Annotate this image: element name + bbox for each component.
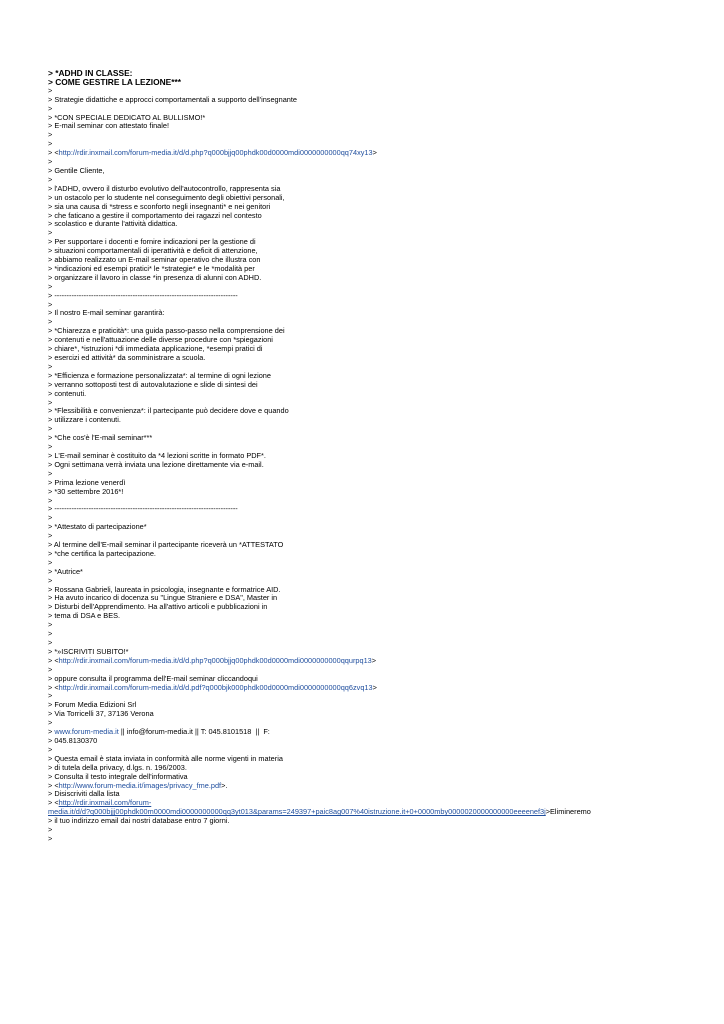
email-title-line2: > COME GESTIRE LA LEZIONE*** [48, 76, 182, 87]
quote-blank: > [48, 513, 53, 523]
link-prefix: > < [48, 798, 59, 808]
link-prefix: > < [48, 655, 59, 665]
quote-blank: > [48, 664, 53, 674]
contact-prefix: > [48, 727, 55, 737]
quote-blank: > [48, 629, 53, 639]
link-suffix: > [371, 655, 377, 665]
quote-blank: > [48, 557, 53, 567]
certificate-heading: > *Attestato di partecipazione* [48, 522, 147, 532]
intro-line: > un ostacolo per lo studente nel conseguimento degli obiettivi personali, [48, 192, 285, 202]
fax-line: > 045.8130370 [48, 735, 98, 745]
quote-blank: > [48, 397, 53, 407]
what-is-line: > L'E-mail seminar è costituito da *4 lezioni scritte in formato PDF*. [48, 450, 266, 460]
efficiency-line: > contenuti. [48, 388, 87, 398]
greeting: > Gentile Cliente, [48, 165, 105, 175]
support-line: > *indicazioni ed esempi pratici* le *strategie* e le *modalità per [48, 263, 255, 273]
contact-details: || info@forum-media.it || T: 045.8101518 || F: [118, 727, 270, 737]
link-line [48, 657, 688, 666]
link-line [48, 782, 688, 791]
quote-blank: > [48, 139, 53, 149]
company-line: > Forum Media Edizioni Srl [48, 700, 137, 710]
privacy-line: > Questa email è stata inviata in conformità alle norme vigenti in materia [48, 753, 283, 763]
first-lesson-line: > *30 settembre 2016*! [48, 486, 124, 496]
subscribe-link[interactable]: http://rdir.inxmail.com/forum-media.it/d/d.php?q000bjjq00phdk00d0000mdi0000000000qqurpq13 [58, 655, 372, 665]
support-line: > situazioni comportamentali di iperattività e deficit di attenzione, [48, 246, 258, 256]
quote-blank: > [48, 85, 53, 95]
certificate-line: > *che certifica la partecipazione. [48, 548, 156, 558]
link-suffix: > [372, 682, 377, 692]
certificate-line: > Al termine dell'E-mail seminar il partecipante riceverà un *ATTESTATO [48, 540, 284, 550]
author-line: > Disturbi dell'Apprendimento. Ha all'attivo articoli e pubblicazioni in [48, 602, 268, 612]
subscribe-heading: > *»ISCRIVITI SUBITO!* [48, 646, 129, 656]
quote-blank: > [48, 468, 53, 478]
unsubscribe-final: > il tuo indirizzo email dai nostri database entro 7 giorni. [48, 816, 230, 826]
quote-blank: > [48, 157, 53, 167]
quote-blank: > [48, 825, 53, 835]
intro-line: > l'ADHD, ovvero il disturbo evolutivo dell'autocontrollo, rappresenta sia [48, 183, 281, 193]
quote-blank: > [48, 174, 53, 184]
company-line: > Via Torricelli 37, 37136 Verona [48, 709, 154, 719]
privacy-link[interactable]: http://www.forum-media.it/images/privacy_fme.pdf [58, 780, 222, 790]
quote-blank: > [48, 130, 53, 140]
link-prefix: > < [48, 780, 59, 790]
email-subtitle: > Strategie didattiche e approcci comportamentali a supporto dell'insegnante [48, 94, 297, 104]
privacy-line: > di tutela della privacy, d.lgs. n. 196/2003. [48, 762, 187, 772]
website-link[interactable]: www.forum-media.it [54, 727, 119, 737]
quote-blank: > [48, 718, 53, 728]
clarity-line: > chiare*, *istruzioni *di immediata applicazione, *esempi pratici di [48, 344, 263, 354]
quote-blank: > [48, 299, 53, 309]
seminar-certificate-note: > E-mail seminar con attestato finale! [48, 121, 170, 131]
link-prefix: > < [48, 148, 59, 158]
special-bullying: > *CON SPECIALE DEDICATO AL BULLISMO!* [48, 112, 206, 122]
quote-blank: > [48, 833, 53, 843]
support-line: > organizzare il lavoro in classe *in presenza di alunni con ADHD. [48, 272, 262, 282]
contact-line [48, 728, 688, 737]
link-line [48, 684, 688, 693]
flexibility-line: > *Flessibilità e convenienza*: il partecipante può decidere dove e quando [48, 406, 289, 416]
unsubscribe-link-part1[interactable]: http://rdir.inxmail.com/forum- [58, 798, 152, 808]
clarity-line: > *Chiarezza e praticità*: una guida passo-passo nella comprensione dei [48, 326, 285, 336]
quote-blank: > [48, 744, 53, 754]
intro-line: > che faticano a gestire il comportamento dei ragazzi nel contesto [48, 210, 262, 220]
seminar-link[interactable]: http://rdir.inxmail.com/forum-media.it/d/d.php?q000bjjq00phdk00d0000mdi0000000000qq74xy13 [58, 148, 373, 158]
separator: > --------------------------------------------------------------------------- [48, 290, 238, 300]
quote-blank: > [48, 424, 53, 434]
clarity-line: > esercizi ed attività* da somministrare a scuola. [48, 353, 206, 362]
quote-blank: > [48, 361, 53, 371]
link-line [48, 149, 688, 158]
quote-blank: > [48, 281, 53, 291]
unsubscribe-line: > Disiscriviti dalla lista [48, 789, 120, 799]
quote-blank: > [48, 228, 53, 238]
privacy-line: > Consulta il testo integrale dell'informativa [48, 771, 188, 781]
first-lesson-line: > Prima lezione venerdì [48, 477, 126, 487]
flexibility-line: > utilizzare i contenuti. [48, 415, 121, 425]
email-title-line1: > *ADHD IN CLASSE: [48, 68, 133, 78]
author-line: > Ha avuto incarico di docenza su "Lingue Straniere e DSA", Master in [48, 593, 278, 603]
support-line: > abbiamo realizzato un E-mail seminar operativo che illustra con [48, 255, 261, 265]
intro-line: > scolastico e durante l'attività didattica. [48, 219, 178, 229]
author-line: > tema di DSA e BES. [48, 611, 121, 621]
program-link[interactable]: http://rdir.inxmail.com/forum-media.it/d/d.pdf?q000bjk000phdk00d0000mdi0000000000qq6zvq13 [58, 682, 373, 692]
clarity-line: > contenuti e nell'attuazione delle diverse procedure con *spiegazioni [48, 335, 273, 345]
guarantee-heading: > Il nostro E-mail seminar garantirà: [48, 308, 165, 318]
unsubscribe-after: >Elimineremo [545, 807, 591, 817]
intro-line: > sia una causa di *stress e sconforto negli insegnanti* e nei genitori [48, 201, 271, 211]
link-prefix: > < [48, 682, 59, 692]
quote-blank: > [48, 620, 53, 630]
quote-blank: > [48, 691, 53, 701]
author-line: > Rossana Gabrieli, laureata in psicologia, insegnante e formatrice AID. [48, 584, 281, 594]
support-line: > Per supportare i docenti e fornire indicazioni per la gestione di [48, 237, 256, 247]
link-suffix: > [372, 148, 377, 158]
quote-blank: > [48, 103, 53, 113]
quote-blank: > [48, 317, 53, 327]
efficiency-line: > *Efficienza e formazione personalizzata*: al termine di ogni lezione [48, 370, 271, 380]
email-body [48, 69, 688, 844]
efficiency-line: > verranno sottoposti test di autovalutazione e slide di sintesi dei [48, 379, 258, 389]
separator: > --------------------------------------------------------------------------- [48, 504, 238, 514]
quote-blank: > [48, 531, 53, 541]
quote-blank: > [48, 638, 53, 647]
quote-blank: > [48, 495, 53, 505]
link-suffix: >. [221, 780, 228, 790]
quote-blank: > [48, 442, 53, 452]
program-line: > oppure consulta il programma dell'E-mail seminar cliccandoqui [48, 673, 258, 683]
quote-blank: > [48, 575, 53, 585]
what-is-line: > Ogni settimana verrà inviata una lezione direttamente via e-mail. [48, 459, 264, 469]
unsubscribe-link-part2[interactable]: media.it/d/d?q000bjjj00phdk00m0000mdi0000000000qq3yt013&params=249397+paic8ag007%40istruzione.it+0+0000mby0000020000000000eeeenef3j [48, 807, 546, 817]
author-heading: > *Autrice* [48, 566, 83, 576]
what-is-heading: > *Che cos'è l'E-mail seminar*** [48, 433, 153, 443]
